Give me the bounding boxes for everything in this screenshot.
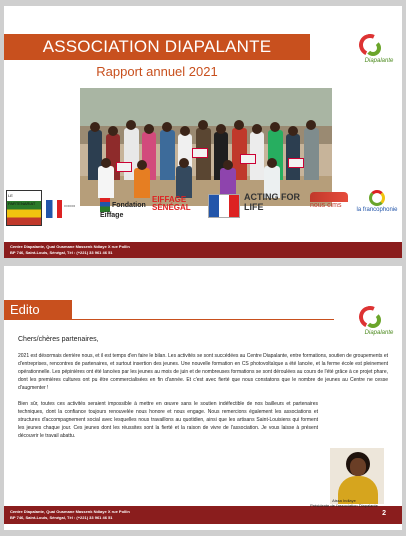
person-head xyxy=(90,122,100,132)
person-head xyxy=(267,158,277,168)
person-head xyxy=(216,124,226,134)
person-head xyxy=(252,124,262,134)
flag-icon xyxy=(46,200,62,218)
ministry-text-icon: ▭▭▭ xyxy=(64,203,76,208)
sign xyxy=(192,148,208,158)
person xyxy=(160,130,175,180)
paragraph-1: 2021 est désormais derrière nous, et il est temps d'en faire le bilan. Les activités se sont succédées au Centre Diapalante, entre formations, soutien de groupements et d'entreprises, rencontres de partenaires, et surtout insertion des jeunes. Une nouvelle formation en CS photovoltaïque a été lancée, et la ferme école est pleinement opérationnelle. Les pépinières ont été lancées par les jeunes au mois de juin et de nombreuses formations se sont déroulées au cours de l'été grâce à ce projet phare, dont les premières cultures ont pu être commercialisées en fin d'année. Et c'est avec fierté que nous constatons que le nombre de jeunes au Centre ne cesse d'augmenter ! xyxy=(18,353,388,391)
person-head xyxy=(101,158,111,168)
partner-logo-partenariat xyxy=(6,190,42,226)
footer-line-2: BP 746, Saint-Louis, Sénégal, Tél : (+221) 33 961 46 51 xyxy=(10,515,113,520)
partner-logo-eiffage-senegal: EIFFAGE SÉNÉGAL xyxy=(152,195,191,212)
republique-francaise-icon xyxy=(208,194,240,218)
signature-role: Présidente de l'association Diapalante xyxy=(310,503,378,508)
person-head xyxy=(198,120,208,130)
person xyxy=(286,134,300,180)
president-portrait xyxy=(330,448,384,504)
partner-label: LE PARTENARIAT xyxy=(8,193,36,206)
partner-logo-francophonie xyxy=(354,190,400,214)
signature-name: Aissa Indiaye xyxy=(332,498,356,503)
logo-green-arc xyxy=(365,40,381,56)
footer-band xyxy=(4,242,402,258)
person-head xyxy=(223,160,233,170)
salutation: Chers/chères partenaires, xyxy=(18,336,99,343)
edito-page xyxy=(4,266,402,530)
partner-label: la francophonie xyxy=(356,207,398,213)
person-head xyxy=(234,120,244,130)
eiffage-mark-icon xyxy=(100,198,110,212)
logo-green-arc xyxy=(365,312,381,328)
person-head xyxy=(108,126,118,136)
person-head xyxy=(179,158,189,168)
partner-logo-acting-for-life: ACTING FOR LIFE xyxy=(244,192,300,212)
paragraph-2: Bien sûr, toutes ces activités seraient impossible à mettre en œuvre sans le soutien indéfectible de nos bailleurs et partenaires techniques, dont la confiance toujours renouvelée nous honore et nous engage. Nous remercions également les associations et structures d'accompagnement social avec lesquelles nous travaillons au quotidien, ainsi que les artisans Saint-Louisiens qui forment les jeunes chaque jour. Ces jeunes dont les réussites sont la fierté et la raison de vivre de l'association. Je vous laisse à présent découvrir le travail abattu. xyxy=(18,401,318,439)
francophonie-ring-icon xyxy=(369,190,385,206)
sign xyxy=(288,158,304,168)
logo-text: Diapalante xyxy=(364,58,394,64)
person-head xyxy=(270,122,280,132)
person xyxy=(304,128,319,180)
partner-logos xyxy=(4,184,402,242)
sign xyxy=(240,154,256,164)
cims-mark-icon xyxy=(310,192,348,202)
footer-line-1: Centre Diapalante, Quai Ousmane Massenk Ndiaye X rue Pollin xyxy=(10,244,130,249)
person-head xyxy=(126,120,136,130)
logo-text: Diapalante xyxy=(364,330,394,336)
footer-band xyxy=(4,506,402,524)
portrait-face xyxy=(350,458,366,476)
partner-logo-fondation-eiffage xyxy=(100,198,150,220)
person-head xyxy=(180,126,190,136)
signature xyxy=(294,498,394,508)
section-title: Edito xyxy=(4,300,72,320)
person-head xyxy=(137,160,147,170)
section-rule xyxy=(72,319,334,320)
partner-label: nous cims xyxy=(310,202,342,209)
cover-page xyxy=(4,6,402,258)
person-head xyxy=(306,120,316,130)
footer-line-2: BP 746, Saint-Louis, Sénégal, Tél : (+221) 33 961 46 51 xyxy=(10,250,113,255)
person-head xyxy=(144,124,154,134)
report-title: ASSOCIATION DIAPALANTE xyxy=(4,34,310,60)
page-number: 2 xyxy=(382,510,386,517)
sign xyxy=(116,162,132,172)
person-head xyxy=(162,122,172,132)
partner-label: Fondation Eiffage xyxy=(100,201,146,219)
footer-line-1: Centre Diapalante, Quai Ousmane Massenk Ndiaye X rue Pollin xyxy=(10,509,130,514)
person-head xyxy=(288,126,298,136)
diapalante-logo xyxy=(359,306,399,340)
report-subtitle: Rapport annuel 2021 xyxy=(96,64,218,79)
diapalante-logo xyxy=(359,34,399,68)
partner-logo-nous-cims xyxy=(310,192,348,210)
